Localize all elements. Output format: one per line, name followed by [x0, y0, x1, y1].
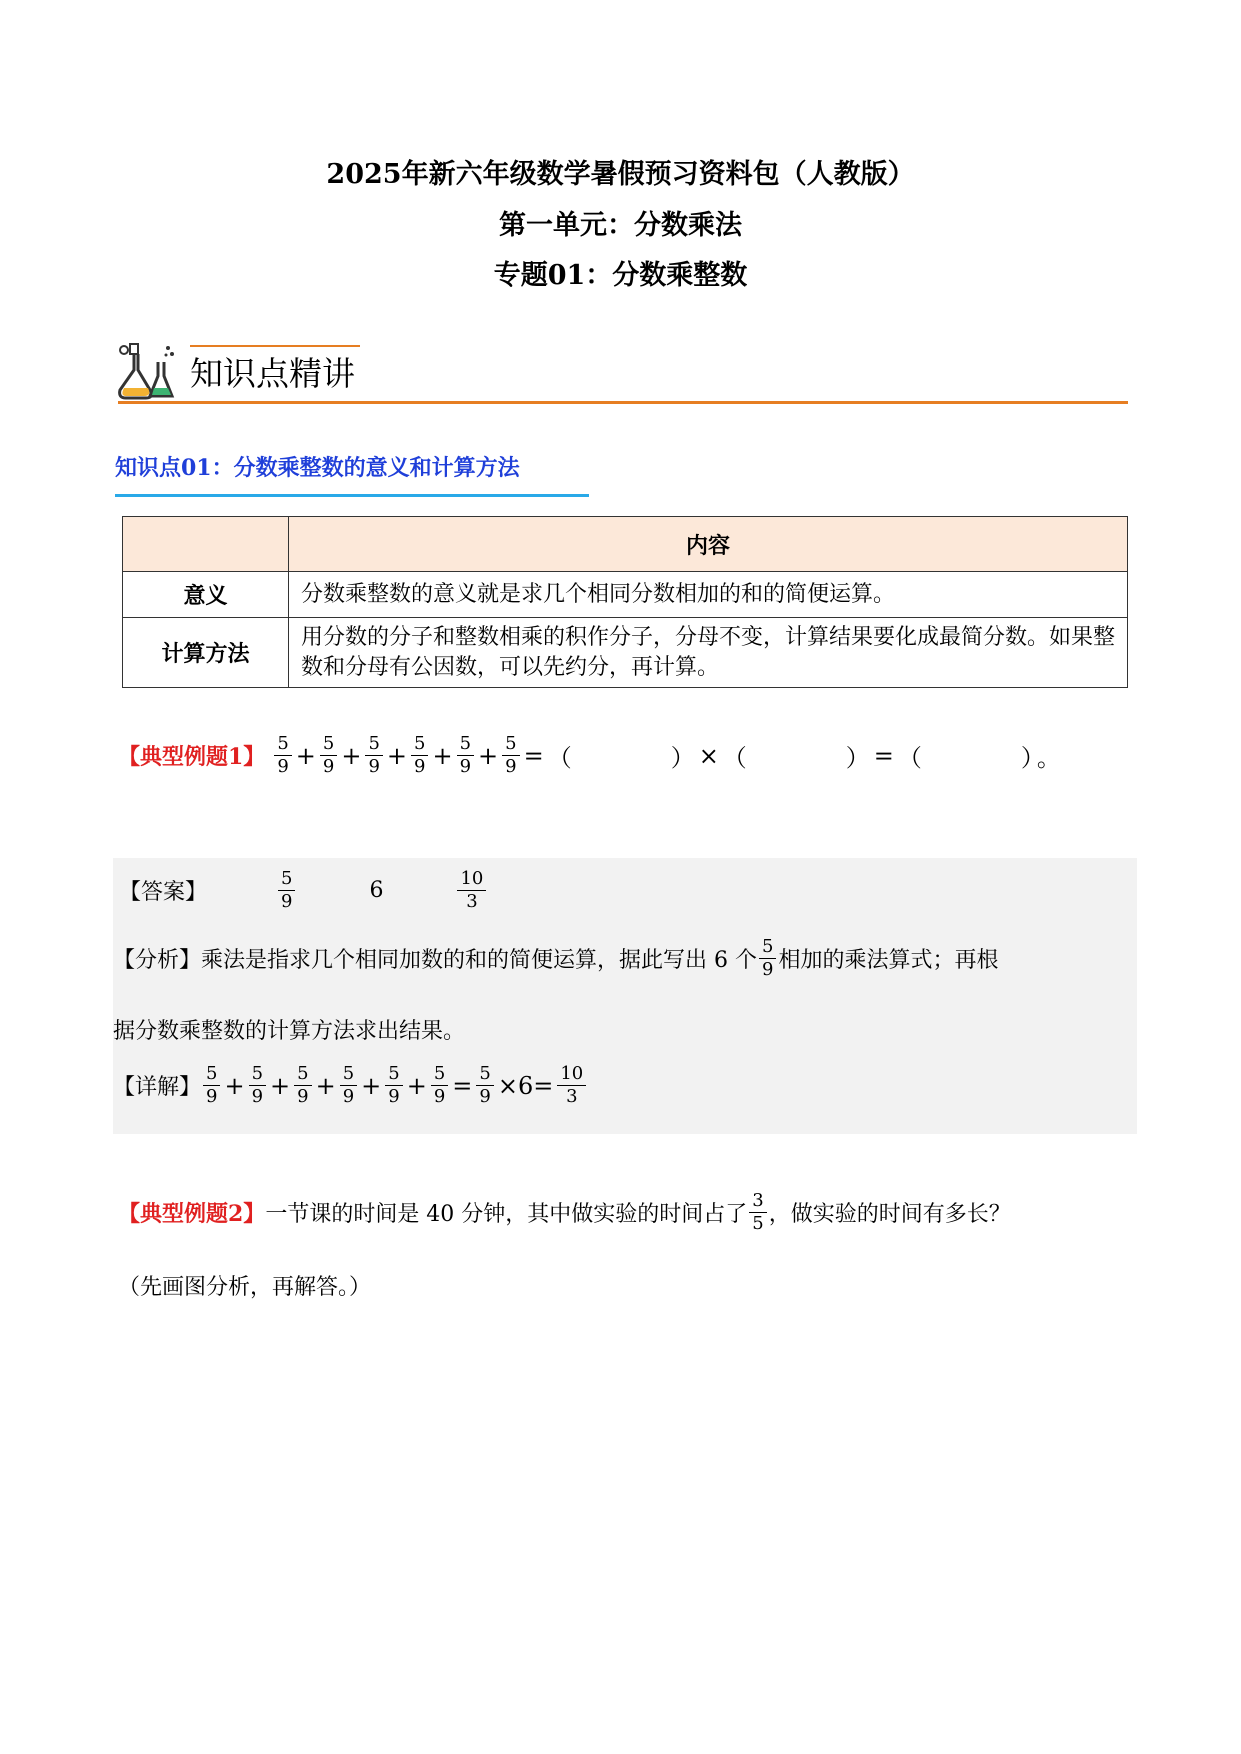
fraction: $\frac{5}{9}$: [431, 1063, 448, 1108]
row-label: 意义: [123, 572, 289, 618]
answer-box: [113, 858, 1137, 1134]
example-2-note: （先画图分析，再解答。）: [118, 1275, 372, 1300]
banner-rule: [118, 401, 1128, 404]
analysis-row: [113, 936, 998, 981]
table-header-cell: [123, 517, 289, 572]
example-2: [118, 1190, 1011, 1235]
answer-value: 6: [369, 878, 384, 903]
fraction: $\frac{5}{9}$: [385, 1063, 402, 1108]
fraction: $\frac{5}{9}$: [365, 733, 382, 778]
table-row: [123, 572, 1128, 618]
fraction: $\frac{5}{9}$: [294, 1063, 311, 1108]
detail-row: 【详解】 $\frac{5}{9}$ + $\frac{5}{9}$ + $\frac{5}{9}$ + $\frac{5}{9}$ + $\frac{5}{9}$ + $\frac{5}{9}$ = $\frac{5}{9}$ ×6= $\frac{10}{3}$: [113, 1063, 588, 1108]
page-title: 2025年新六年级数学暑假预习资料包（人教版）: [326, 159, 915, 190]
fraction: $\frac{10}{3}$: [557, 1063, 586, 1108]
fraction: $\frac{5}{9}$: [457, 733, 474, 778]
knowledge-point-underline: [115, 494, 589, 497]
example-1-tag: 【典型例题1】: [118, 744, 266, 770]
fraction: $\frac{5}{9}$: [759, 936, 776, 981]
knowledge-point-title: 知识点01：分数乘整数的意义和计算方法: [115, 455, 520, 481]
row-label: 计算方法: [123, 618, 289, 688]
fraction: $\frac{5}{9}$: [476, 1063, 493, 1108]
banner-top-rule: [190, 345, 360, 347]
fraction: $\frac{5}{9}$: [502, 733, 519, 778]
analysis-text: 乘法是指求几个相同加数的和的简便运算，据此写出 6 个: [201, 948, 758, 973]
fraction: $\frac{5}{9}$: [340, 1063, 357, 1108]
answer-tag: 【答案】: [119, 880, 208, 905]
example-1: 【典型例题1】 $\frac{5}{9}$ + $\frac{5}{9}$ + $\frac{5}{9}$ + $\frac{5}{9}$ + $\frac{5}{9}$ + $\frac{5}{9}$ = （ ） × （ ） = （ ） 。: [118, 733, 1061, 777]
fraction: $\frac{5}{9}$: [320, 733, 337, 778]
fraction: $\frac{3}{5}$: [749, 1190, 766, 1235]
example-2-tag: 【典型例题2】: [118, 1201, 266, 1227]
example-2-text: 一节课的时间是 40 分钟，其中做实验的时间占了: [265, 1202, 748, 1227]
answer-fraction: $\frac{10}{3}$: [457, 868, 486, 913]
answer-row: [119, 868, 488, 913]
banner-label: 知识点精讲: [190, 354, 355, 393]
fraction: $\frac{5}{9}$: [249, 1063, 266, 1108]
example-2-text: ，做实验的时间有多长？: [768, 1202, 1011, 1227]
knowledge-table: [122, 516, 1128, 688]
row-content: 分数乘整数的意义就是求几个相同分数相加的和的简便运算。: [289, 572, 1128, 618]
fraction: $\frac{5}{9}$: [203, 1063, 220, 1108]
fraction: $\frac{5}{9}$: [411, 733, 428, 778]
table-header-row: [123, 517, 1128, 572]
fraction: $\frac{5}{9}$: [274, 733, 291, 778]
unit-title: 第一单元：分数乘法: [499, 210, 742, 241]
detail-tag: 【详解】: [113, 1075, 202, 1100]
topic-title: 专题01：分数乘整数: [493, 260, 748, 291]
flask-icon: [116, 340, 176, 402]
analysis-tag: 【分析】: [113, 948, 202, 973]
analysis-row: 据分数乘整数的计算方法求出结果。: [113, 1019, 466, 1044]
table-header-cell: 内容: [289, 517, 1128, 572]
row-content: 用分数的分子和整数相乘的积作分子，分母不变，计算结果要化成最简分数。如果整数和分母有公因数，可以先约分，再计算。: [289, 618, 1128, 688]
answer-fraction: $\frac{5}{9}$: [278, 868, 295, 913]
table-row: [123, 618, 1128, 688]
analysis-text: 相加的乘法算式；再根: [778, 948, 999, 973]
